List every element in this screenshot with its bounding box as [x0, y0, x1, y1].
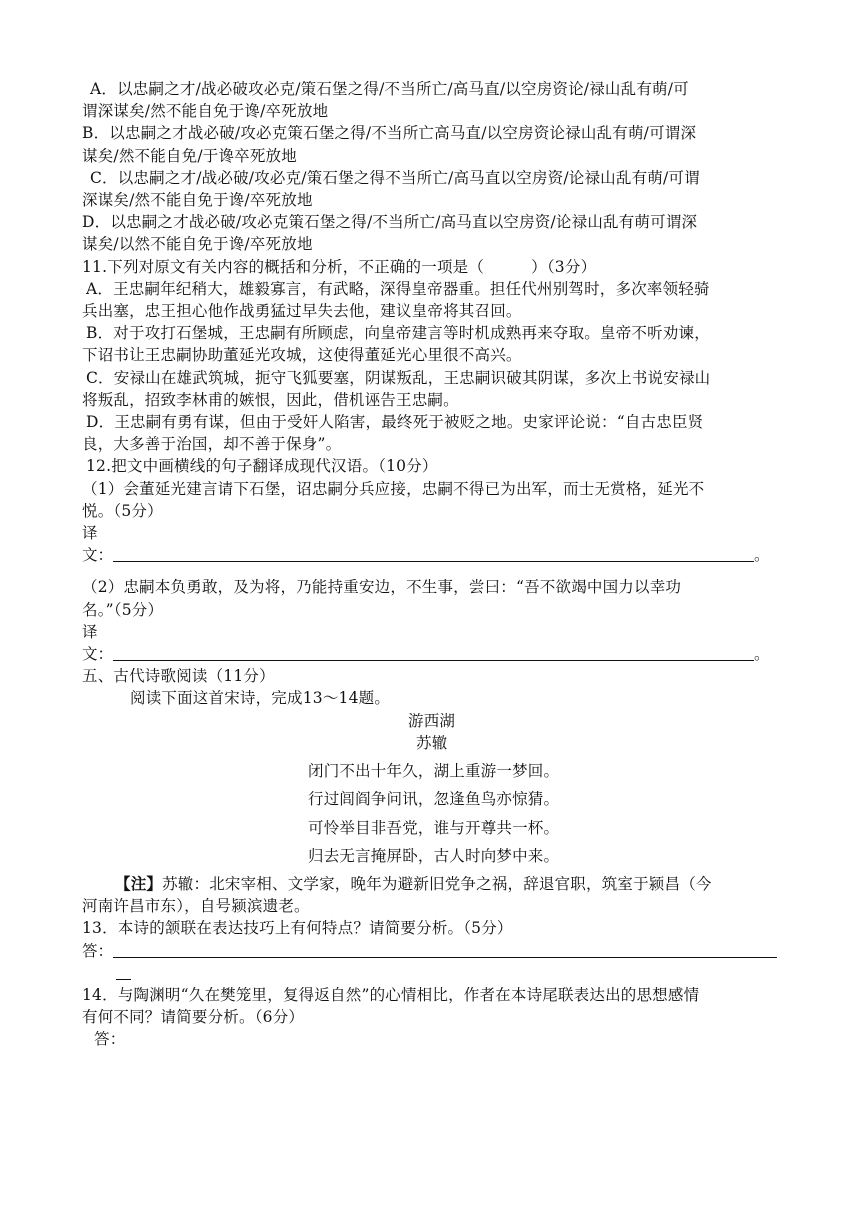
poem-line: 可怜举目非吾党，谁与开尊共一杯。	[308, 818, 560, 837]
option-line: A．王忠嗣年纪稍大，雄毅寡言，有武略，深得皇帝器重。担任代州别驾时，多次率领轻骑	[86, 279, 710, 298]
answer-label: 答：	[82, 941, 114, 960]
poem-title: 游西湖	[408, 711, 456, 730]
poem-line: 归去无言掩屏卧，古人时向梦中来。	[308, 846, 560, 865]
q12-sentence-1-cont: 悦。（5分）	[82, 501, 163, 520]
q14-stem: 14．与陶渊明“久在樊笼里，复得返自然”的心情相比，作者在本诗尾联表达出的思想感情	[82, 985, 700, 1004]
poem-note-cont: 河南许昌市东），自号颍滨遗老。	[82, 897, 310, 916]
answer-label-yi: 译	[82, 524, 98, 543]
answer-label-wen: 文：	[82, 645, 114, 664]
q10-option-d	[82, 211, 782, 255]
q12-stem: 12.把文中画横线的句子翻译成现代汉语。（10分）	[86, 457, 438, 476]
q10-option-a	[82, 78, 782, 122]
poem-note	[82, 873, 782, 895]
section-5-title: 五、古代诗歌阅读（11分）	[82, 667, 275, 686]
option-line: 谓深谋矣/然不能自免于谗/卒死放地	[82, 102, 329, 121]
q12-sentence-2: （2）忠嗣本负勇敢，及为将，乃能持重安边，不生事，尝曰：“吾不欲竭中国力以幸功	[82, 578, 682, 597]
option-line: 将叛乱，招致李林甫的嫉恨，因此，借机诬告王忠嗣。	[82, 390, 459, 409]
option-line: 谋矣/然不能自免/于谗卒死放地	[82, 146, 297, 165]
q11-option-a	[82, 278, 782, 322]
q14-stem-cont: 有何不同？请简要分析。（6分）	[82, 1007, 305, 1026]
option-line: 谋矣/以然不能自免于谗/卒死放地	[82, 235, 313, 254]
option-line: 兵出塞，忠王担心他作战勇猛过早失去他，建议皇帝将其召回。	[82, 302, 522, 321]
option-line: 深谋矣/然不能自免于谗/卒死放地	[82, 191, 313, 210]
q12-answer-2-row	[82, 643, 782, 665]
option-line: A．以忠嗣之才/战必破攻必克/策石堡之得/不当所亡/高马直/以空房资论/禄山乱有萌/可	[90, 80, 689, 98]
option-line: 良，大多善于治国，却不善于保身”。	[82, 435, 342, 454]
option-line: C．安禄山在雄武筑城，扼守飞狐要塞，阴谋叛乱，王忠嗣识破其阴谋，多次上书说安禄山	[86, 368, 711, 387]
q13-stem: 13．本诗的颔联在表达技巧上有何特点？请简要分析。（5分）	[82, 919, 513, 938]
poem-line: 闭门不出十年久，湖上重游一梦回。	[308, 762, 560, 781]
option-line: D．以忠嗣之才战必破/攻必克策石堡之得/不当所亡/高马直以空房资/论禄山乱有萌可谓深	[82, 213, 698, 232]
q13-answer-row-2	[82, 962, 782, 984]
option-line: C．以忠嗣之才/战必破/攻必克/策石堡之得不当所亡/高马直以空房资/论禄山乱有萌/可谓	[90, 168, 700, 187]
note-label: 【注】	[115, 873, 163, 893]
q11-option-b	[82, 322, 782, 366]
q13-answer-row	[82, 940, 782, 962]
q13-answer-line[interactable]	[113, 940, 777, 958]
q10-option-c	[82, 167, 782, 211]
answer-label-yi: 译	[82, 622, 98, 641]
q10-option-b	[82, 122, 782, 166]
q11-option-c	[82, 367, 782, 411]
answer-end-mark: 。	[754, 546, 770, 565]
q14-answer-label: 答：	[94, 1030, 126, 1049]
note-text: 苏辙：北宋宰相、文学家，晚年为避新旧党争之祸，辞退官职，筑室于颍昌（今	[162, 874, 712, 893]
answer-end-mark: 。	[754, 645, 770, 664]
q12-sentence-1: （1）会董延光建言请下石堡，诏忠嗣分兵应接，忠嗣不得已为出军，而士无赏格，延光不	[82, 479, 705, 498]
answer-label-wen: 文：	[82, 546, 114, 565]
option-line: 下诏书让王忠嗣协助董延光攻城，这使得董延光心里很不高兴。	[82, 346, 522, 365]
q12-sentence-2-cont: 名。”（5分）	[82, 600, 164, 619]
poem-line: 行过闾阎争问讯，忽逢鱼鸟亦惊猜。	[308, 790, 560, 809]
q11-stem: 11.下列对原文有关内容的概括和分析，不正确的一项是（ ）（3分）	[82, 257, 597, 276]
q13-answer-line-end[interactable]	[116, 962, 131, 980]
section-5-intro: 阅读下面这首宋诗，完成13～14题。	[130, 689, 391, 708]
option-line: B．对于攻打石堡城，王忠嗣有所顾虑，向皇帝建言等时机成熟再来夺取。皇帝不听劝谏，	[86, 324, 710, 343]
poem-author: 苏辙	[416, 733, 448, 752]
option-line: B．以忠嗣之才战必破/攻必克策石堡之得/不当所亡高马直/以空房资论禄山乱有萌/可谓深	[82, 124, 697, 143]
q11-option-d	[82, 411, 782, 455]
q12-answer-1-row	[82, 544, 782, 566]
exam-page	[82, 78, 782, 1050]
q12-answer-2-line[interactable]	[113, 643, 754, 661]
q12-answer-1-line[interactable]	[113, 544, 754, 562]
option-line: D．王忠嗣有勇有谋，但由于受奸人陷害，最终死于被贬之地。史家评论说：“自古忠臣贤	[86, 413, 704, 432]
